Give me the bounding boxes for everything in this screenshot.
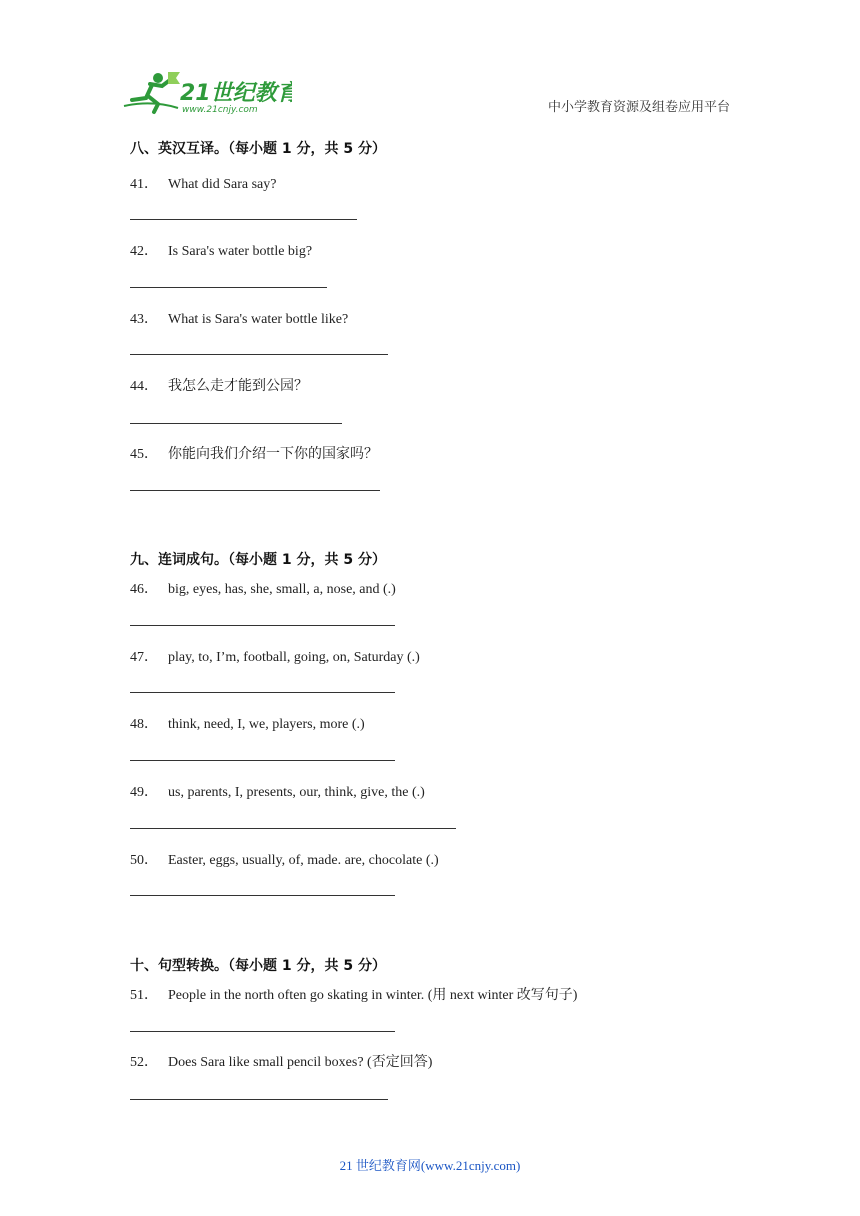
answer-line-50[interactable]	[130, 895, 395, 896]
question-text: What did Sara say?	[168, 177, 277, 192]
answer-line-52[interactable]	[130, 1099, 388, 1100]
question-number: 47．	[130, 650, 158, 665]
question-41	[130, 173, 276, 193]
question-text: Easter, eggs, usually, of, made. are, chocolate (.)	[168, 853, 439, 868]
question-text: What is Sara's water bottle like?	[168, 312, 349, 327]
answer-line-42[interactable]	[130, 287, 327, 288]
question-text: 我怎么走才能到公园？	[168, 379, 308, 394]
question-number: 50．	[130, 853, 158, 868]
question-43	[130, 308, 348, 328]
question-number: 42．	[130, 244, 158, 259]
runner-logo-icon	[122, 70, 292, 115]
question-number: 45．	[130, 447, 158, 462]
answer-line-45[interactable]	[130, 490, 380, 491]
question-52	[130, 1051, 432, 1071]
question-number: 49．	[130, 785, 158, 800]
answer-line-46[interactable]	[130, 625, 395, 626]
answer-line-41[interactable]	[130, 219, 357, 220]
question-text: Is Sara's water bottle big?	[168, 244, 313, 259]
question-number: 44．	[130, 379, 158, 394]
logo-url: www.21cnjy.com	[182, 105, 258, 115]
question-text: us, parents, I, presents, our, think, give, the (.)	[168, 785, 425, 800]
section-title-sentence-transform: 十、句型转换。（每小题 1 分，共 5 分）	[130, 958, 386, 974]
question-text: 你能向我们介绍一下你的国家吗？	[168, 447, 378, 462]
section-title-translation: 八、英汉互译。（每小题 1 分，共 5 分）	[130, 141, 386, 157]
question-number: 48．	[130, 717, 158, 732]
question-text: People in the north often go skating in winter. (用 next winter 改写句子)	[168, 988, 578, 1003]
question-47	[130, 646, 420, 666]
logo-text: 21世纪教育	[180, 81, 292, 106]
question-49	[130, 781, 425, 801]
page-footer[interactable]: 21 世纪教育网(www.21cnjy.com)	[339, 1158, 521, 1173]
question-42	[130, 240, 312, 260]
question-text: think, need, I, we, players, more (.)	[168, 717, 365, 732]
question-46	[130, 578, 396, 598]
question-text: play, to, I’m, football, going, on, Saturday (.)	[168, 650, 420, 665]
question-51	[130, 984, 577, 1004]
question-number: 46．	[130, 582, 158, 597]
question-text: big, eyes, has, she, small, a, nose, and (.)	[168, 582, 396, 597]
question-number: 41．	[130, 177, 158, 192]
answer-line-43[interactable]	[130, 354, 388, 355]
answer-line-49[interactable]	[130, 828, 456, 829]
answer-line-47[interactable]	[130, 692, 395, 693]
question-text: Does Sara like small pencil boxes? (否定回答)	[168, 1055, 433, 1070]
question-number: 51．	[130, 988, 158, 1003]
question-45	[130, 443, 378, 463]
page-header	[0, 0, 860, 120]
question-48	[130, 713, 365, 733]
site-logo	[122, 70, 292, 115]
answer-line-48[interactable]	[130, 760, 395, 761]
question-number: 52．	[130, 1055, 158, 1070]
question-50	[130, 849, 439, 869]
answer-line-44[interactable]	[130, 423, 342, 424]
platform-name: 中小学教育资源及组卷应用平台	[547, 100, 730, 115]
answer-line-51[interactable]	[130, 1031, 395, 1032]
question-number: 43．	[130, 312, 158, 327]
section-title-word-order: 九、连词成句。（每小题 1 分，共 5 分）	[130, 552, 386, 568]
question-44	[130, 375, 308, 395]
